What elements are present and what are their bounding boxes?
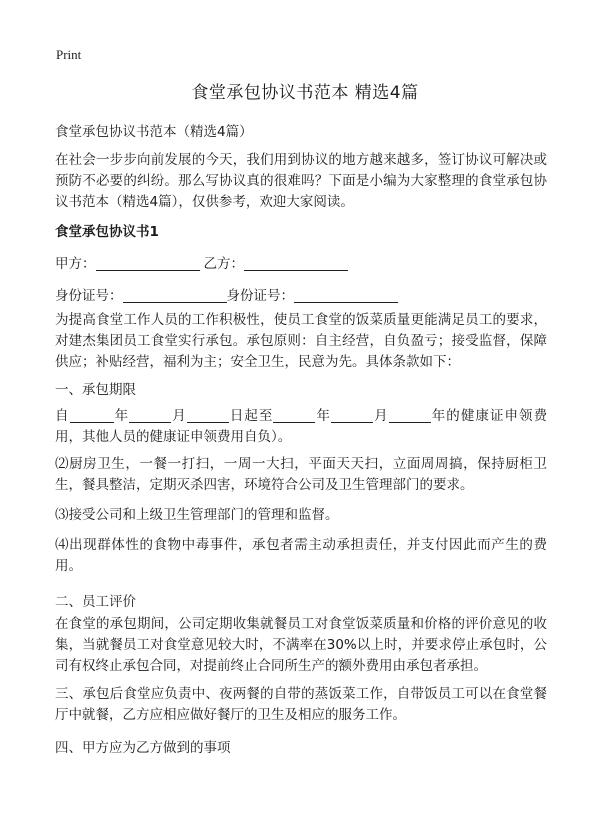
eval-paragraph: 在食堂的承包期间，公司定期收集就餐员工对食堂饭菜质量和价格的评价意见的收集，当就餐员工对食堂意见较大时，不满率在30%以上时，并要求停止承包时，公司有权终止承包合同，对提前终止合同所生产的额外费用由承包者承担。 bbox=[55, 616, 547, 674]
document-title: 食堂承包协议书范本 精选4篇 bbox=[191, 83, 419, 103]
print-link[interactable]: Print bbox=[56, 47, 82, 62]
clause4-heading: 四、甲方应为乙方做到的事项 bbox=[55, 740, 231, 756]
id-label-1: 身份证号： bbox=[55, 288, 123, 304]
id-row bbox=[55, 284, 398, 304]
period-day-to: 日起至 bbox=[228, 408, 274, 424]
period-from: 自 bbox=[55, 408, 70, 424]
period-blank-5[interactable] bbox=[331, 408, 373, 423]
party-b-label: 乙方： bbox=[203, 256, 244, 272]
eval-heading: 二、员工评价 bbox=[55, 594, 136, 610]
intro-paragraph: 在社会一步步向前发展的今天，我们用到协议的地方越来越多，签订协议可解决或预防不必要的纠纷。那么写协议真的很难吗？下面是小编为大家整理的食堂承包协议书范本（精选4篇），仅供参考，欢迎大家阅读。 bbox=[55, 152, 547, 210]
party-b-blank[interactable] bbox=[244, 256, 348, 271]
item4-paragraph: ⑷出现群体性的食物中毒事件，承包者需主动承担责任，并支付因此而产生的费用。 bbox=[55, 537, 547, 574]
period-tail: 年的健康证申领费用，其他人员的健康证申领费用自负）。 bbox=[55, 408, 548, 445]
id-blank-1[interactable] bbox=[123, 288, 227, 303]
term-heading: 一、承包期限 bbox=[55, 382, 136, 398]
principle-paragraph: 为提高食堂工作人员的工作积极性，使员工食堂的饭菜质量更能满足员工的要求，对建杰集团员工食堂实行承包。承包原则：自主经营，自负盈亏；接受监督，保障供应；补贴经营，福利为主；安全卫生，民意为先。具体条款如下： bbox=[55, 312, 547, 370]
id-label-2: 身份证号： bbox=[226, 288, 294, 304]
document-subtitle: 食堂承包协议书范本（精选4篇） bbox=[55, 124, 253, 140]
section1-heading: 食堂承包协议书1 bbox=[55, 224, 159, 240]
period-blank-3[interactable] bbox=[187, 408, 229, 423]
period-blank-1[interactable] bbox=[70, 408, 114, 423]
period-month2: 月 bbox=[373, 408, 389, 424]
party-a-blank[interactable] bbox=[96, 256, 200, 271]
period-blank-2[interactable] bbox=[129, 408, 171, 423]
period-blank-4[interactable] bbox=[273, 408, 315, 423]
period-month1: 月 bbox=[171, 408, 187, 424]
party-row bbox=[55, 252, 348, 272]
period-paragraph bbox=[55, 406, 547, 448]
item3-paragraph: ⑶接受公司和上级卫生管理部门的管理和监督。 bbox=[55, 507, 339, 523]
party-a-label: 甲方： bbox=[55, 256, 96, 272]
id-blank-2[interactable] bbox=[294, 288, 398, 303]
period-blank-6[interactable] bbox=[389, 408, 431, 423]
period-year2: 年 bbox=[315, 408, 332, 424]
period-year1: 年 bbox=[113, 408, 130, 424]
item2-paragraph: ⑵厨房卫生，一餐一打扫，一周一大扫，平面天天扫，立面周周搞，保持厨柜卫生，餐具整洁，定期灭杀四害，环境符合公司及卫生管理部门的要求。 bbox=[55, 456, 547, 493]
clause3-paragraph: 三、承包后食堂应负责中、夜两餐的自带的蒸饭菜工作，自带饭员工可以在食堂餐厅中就餐，乙方应相应做好餐厅的卫生及相应的服务工作。 bbox=[55, 686, 547, 723]
